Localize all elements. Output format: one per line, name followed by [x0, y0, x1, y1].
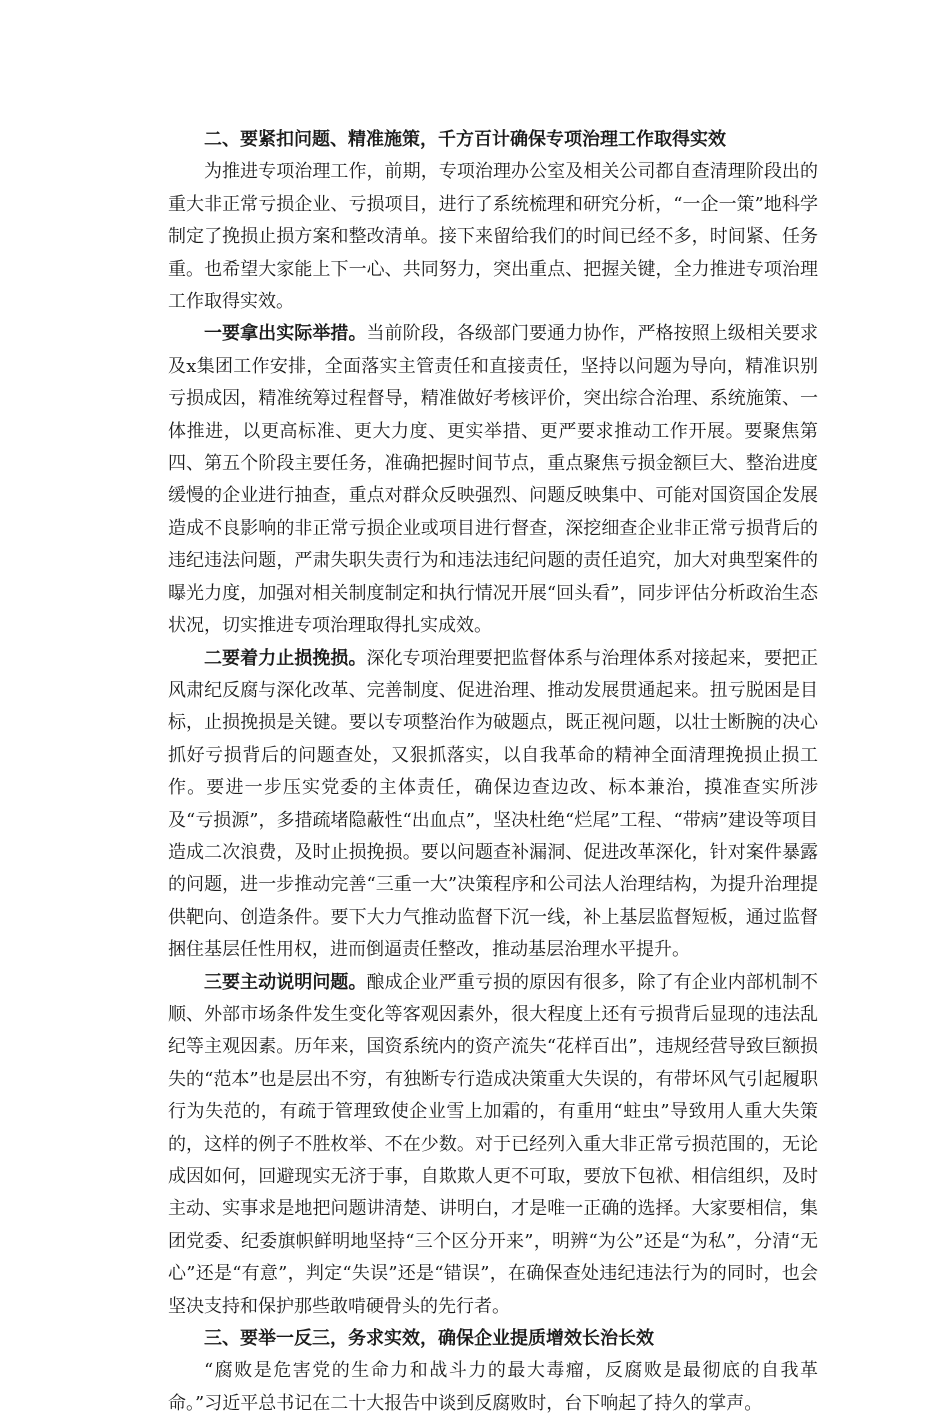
section3-intro-paragraph: “腐败是危害党的生命力和战斗力的最大毒瘤，反腐败是最彻底的自我革命。”习近平总书记在二十大报告中谈到反腐败时，台下响起了持久的掌声。: [168, 1360, 818, 1414]
point1-paragraph: [168, 318, 818, 642]
section3-heading: 三、要举一反三，务求实效，确保企业提质增效长治长效: [204, 1328, 654, 1350]
point3-paragraph: [168, 967, 818, 1323]
point2-body: 深化专项治理要把监督体系与治理体系对接起来，要把正风肃纪反腐与深化改革、完善制度、促进治理、推动发展贯通起来。扭亏脱困是目标，止损挽损是关键。要以专项整治作为破题点，既正视问题，以壮士断腕的决心抓好亏损背后的问题查处，又狠抓落实，以自我革命的精神全面清理挽损止损工作。要进一步压实党委的主体责任，确保边查边改、标本兼治，摸准查实所涉及“亏损源”，多措疏堵隐蔽性“出血点”，坚决杜绝“烂尾”工程、“带病”建设等项目造成二次浪费，及时止损挽损。要以问题查补漏洞、促进改革深化，针对案件暴露的问题，进一步推动完善“三重一大”决策程序和公司法人治理结构，为提升治理提供靶向、创造条件。要下大力气推动监督下沉一线，补上基层监督短板，通过监督捆住基层任性用权，进而倒逼责任整改，推动基层治理水平提升。: [168, 647, 818, 961]
section2-intro-paragraph: 为推进专项治理工作，前期，专项治理办公室及相关公司都自查清理阶段出的重大非正常亏损企业、亏损项目，进行了系统梳理和研究分析，“一企一策”地科学制定了挽损止损方案和整改清单。接下来留给我们的时间已经不多，时间紧、任务重。也希望大家能上下一心、共同努力，突出重点、把握关键，全力推进专项治理工作取得实效。: [168, 161, 818, 313]
point2-paragraph: [168, 643, 818, 967]
document-page: [168, 124, 818, 1420]
point3-lead: 三要主动说明问题。: [204, 971, 367, 993]
point1-lead: 一要拿出实际举措。: [204, 323, 367, 345]
point2-lead: 二要着力止损挽损。: [204, 647, 367, 669]
section2-heading: 二、要紧扣问题、精准施策，千方百计确保专项治理工作取得实效: [204, 129, 726, 150]
point1-body: 当前阶段，各级部门要通力协作，严格按照上级相关要求及x集团工作安排，全面落实主管责任和直接责任，坚持以问题为导向，精准识别亏损成因，精准统筹过程督导，精准做好考核评价，突出综合治理、系统施策、一体推进，以更高标准、更大力度、更实举措、更严要求推动工作开展。要聚焦第四、第五个阶段主要任务，准确把握时间节点，重点聚焦亏损金额巨大、整治进度缓慢的企业进行抽查，重点对群众反映强烈、问题反映集中、可能对国资国企发展造成不良影响的非正常亏损企业或项目进行督查，深挖细查企业非正常亏损背后的违纪违法问题，严肃失职失责行为和违法违纪问题的责任追究，加大对典型案件的曝光力度，加强对相关制度制定和执行情况开展“回头看”，同步评估分析政治生态状况，切实推进专项治理取得扎实成效。: [168, 323, 818, 637]
point3-body: 酿成企业严重亏损的原因有很多，除了有企业内部机制不顺、外部市场条件发生变化等客观因素外，很大程度上还有亏损背后显现的违法乱纪等主观因素。历年来，国资系统内的资产流失“花样百出”，违规经营导致巨额损失的“范本”也是层出不穷，有独断专行造成决策重大失误的，有带坏风气引起履职行为失范的，有疏于管理致使企业雪上加霜的，有重用“蛀虫”导致用人重大失策的，这样的例子不胜枚举、不在少数。对于已经列入重大非正常亏损范围的，无论成因如何，回避现实无济于事，自欺欺人更不可取，要放下包袱、相信组织，及时主动、实事求是地把问题讲清楚、讲明白，才是唯一正确的选择。大家要相信，集团党委、纪委旗帜鲜明地坚持“三个区分开来”，明辨“为公”还是“为私”，分清“无心”还是“有意”，判定“失误”还是“错误”，在确保查处违纪违法行为的同时，也会坚决支持和保护那些敢啃硬骨头的先行者。: [168, 971, 818, 1317]
